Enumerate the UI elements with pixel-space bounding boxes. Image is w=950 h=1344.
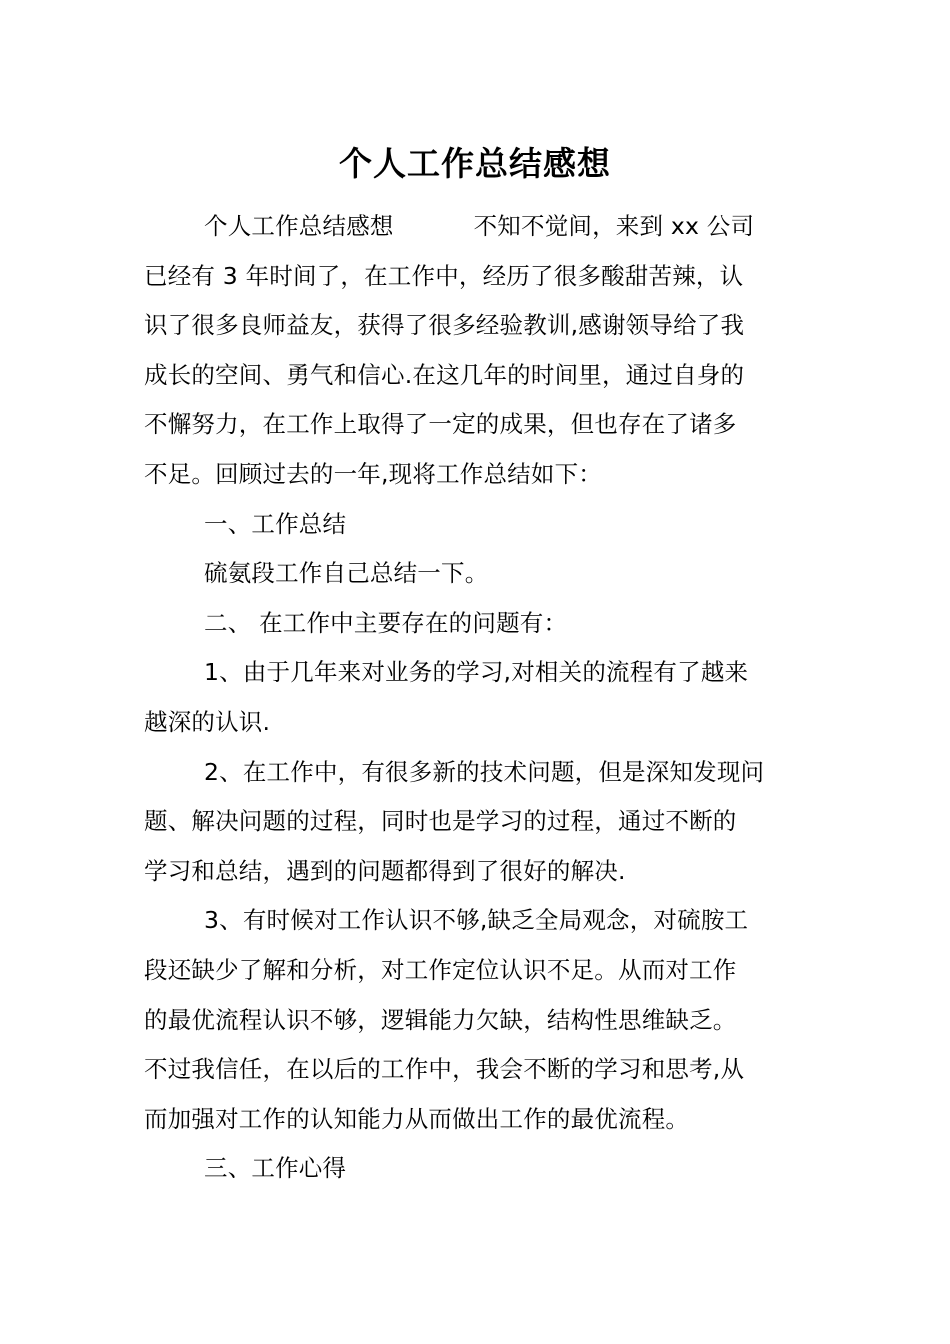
document-body [144, 202, 810, 1194]
section-heading-2: 二、 在工作中主要存在的问题有： [204, 608, 568, 637]
paragraph-line-6: 不足。回顾过去的一年,现将工作总结如下： [144, 459, 602, 488]
paragraph-line-7: 硫氨段工作自己总结一下。 [204, 559, 489, 588]
list-item-2-line-1: 2、在工作中，有很多新的技术问题，但是深知发现问 [204, 757, 765, 786]
document-title: 个人工作总结感想 [339, 144, 611, 183]
list-item-2-line-3: 学习和总结，遇到的问题都得到了很好的解决. [144, 856, 626, 885]
paragraph-line-3: 识了很多良师益友，获得了很多经验教训,感谢领导给了我 [144, 311, 745, 340]
list-item-3-line-1: 3、有时候对工作认识不够,缺乏全局观念，对硫胺工 [204, 906, 749, 935]
list-item-2-line-2: 题、解决问题的过程，同时也是学习的过程，通过不断的 [144, 807, 737, 836]
paragraph-line-2: 已经有 3 年时间了，在工作中，经历了很多酸甜苦辣，认 [144, 261, 744, 290]
section-heading-1: 一、工作总结 [204, 509, 347, 538]
inline-heading: 个人工作总结感想 [204, 212, 394, 240]
list-item-1-line-1: 1、由于几年来对业务的学习,对相关的流程有了越来 [204, 658, 749, 687]
list-item-3-line-4: 不过我信任，在以后的工作中，我会不断的学习和思考,从 [144, 1055, 745, 1084]
list-item-3-line-2: 段还缺少了解和分析，对工作定位认识不足。从而对工作 [144, 955, 737, 984]
paragraph-text: 不知不觉间，来到 xx 公司 [473, 212, 755, 240]
section-heading-3: 三、工作心得 [204, 1154, 347, 1183]
list-item-1-line-2: 越深的认识. [144, 707, 271, 736]
paragraph-line-5: 不懈努力，在工作上取得了一定的成果，但也存在了诸多 [144, 410, 737, 439]
list-item-3-line-3: 的最优流程认识不够，逻辑能力欠缺，结构性思维缺乏。 [144, 1005, 737, 1034]
paragraph-line-4: 成长的空间、勇气和信心.在这几年的时间里，通过自身的 [144, 360, 745, 389]
paragraph-line-1 [144, 202, 810, 252]
list-item-3-line-5: 而加强对工作的认知能力从而做出工作的最优流程。 [144, 1104, 690, 1133]
